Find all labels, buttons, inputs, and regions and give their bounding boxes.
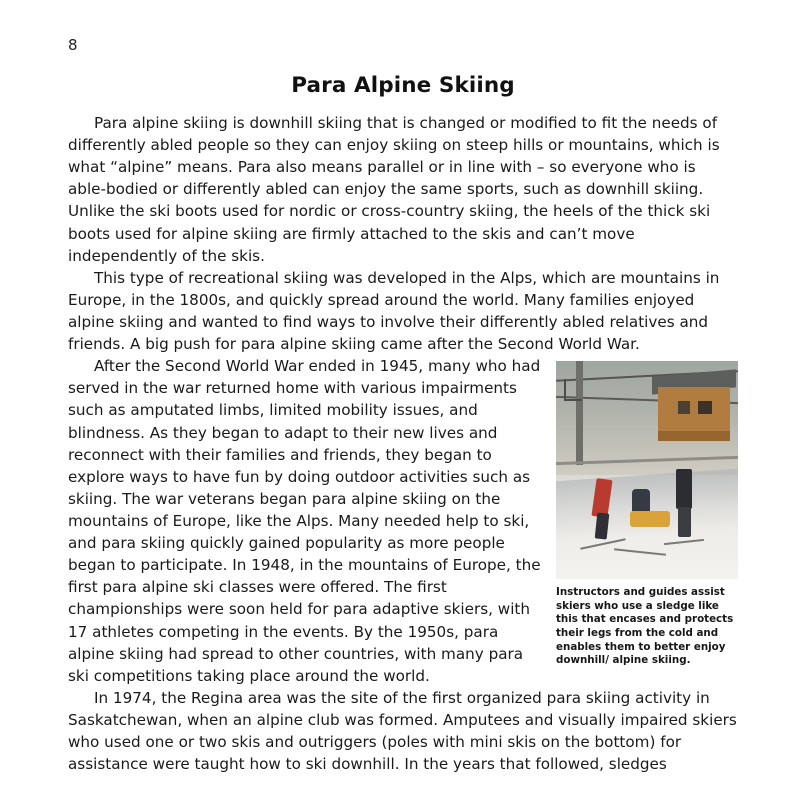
photo-cabin-window-secondary — [678, 401, 690, 414]
paragraph-4: In 1974, the Regina area was the site of the first organized para skiing activity in Saskatchewan, when an alpine club was formed. Amputees and visually impaired skiers who used one or two skis and outriggers (poles with mini skis on the bottom) for assistance were taught how to ski downhill. In the years that followed, sledges — [68, 688, 737, 774]
figure — [556, 361, 738, 667]
photo-skier-dark-legs — [678, 507, 691, 537]
photo-lift-tower — [576, 361, 583, 465]
photo-sledge — [630, 511, 670, 527]
figure-caption: Instructors and guides assist skiers who use a sledge like this that encases and protects their legs from the cold and enables them to better enjoy downhill/ alpine skiing. — [556, 586, 734, 667]
photo-cabin-window — [698, 401, 712, 414]
page-number: 8 — [68, 36, 78, 54]
photo-skier-dark — [676, 469, 692, 509]
paragraph-2: This type of recreational skiing was developed in the Alps, which are mountains in Europe, in the 1800s, and quickly spread around the world. Many families enjoyed alpine skiing and wanted to find ways to involve their differently abled relatives and friends. A big push for para alpine skiing came after the Second World War. — [68, 268, 720, 354]
paragraph-3: After the Second World War ended in 1945, many who had served in the war returned home with various impairments such as amputated limbs, limited mobility issues, and blindness. As they began to adapt to their new lives and reconnect with their families and friends, they began to explore ways to have fun by doing outdoor activities such as skiing. The war veterans began para alpine skiing on the mountains of Europe, like the Alps. Many needed help to ski, and para skiing quickly gained popularity as more people began to participate. In 1948, in the mountains of Europe, the first para alpine ski classes were offered. The first championships were soon held for para adaptive skiers, with 17 athletes competing in the events. By the 1950s, para alpine skiing had spread to other countries, with many para ski competitions taking place around the world. — [68, 357, 541, 685]
page-title: Para Alpine Skiing — [291, 73, 515, 98]
photo-cabin — [658, 387, 730, 441]
article-body — [68, 112, 738, 775]
ski-lift-photo — [556, 361, 738, 579]
paragraph-1: Para alpine skiing is downhill skiing that is changed or modified to fit the needs of differently abled people so they can enjoy skiing on steep hills or mountains, which is what “alpine” means. Para also means parallel or in line with – so everyone who is able-bodied or differently abled can enjoy the same sports, such as downhill skiing. Unlike the ski boots used for nordic or cross-country skiing, the heels of the thick ski boots used for alpine skiing are firmly attached to the skis and can’t move independently of the skis. — [68, 114, 720, 265]
photo-chairlift — [564, 379, 582, 401]
